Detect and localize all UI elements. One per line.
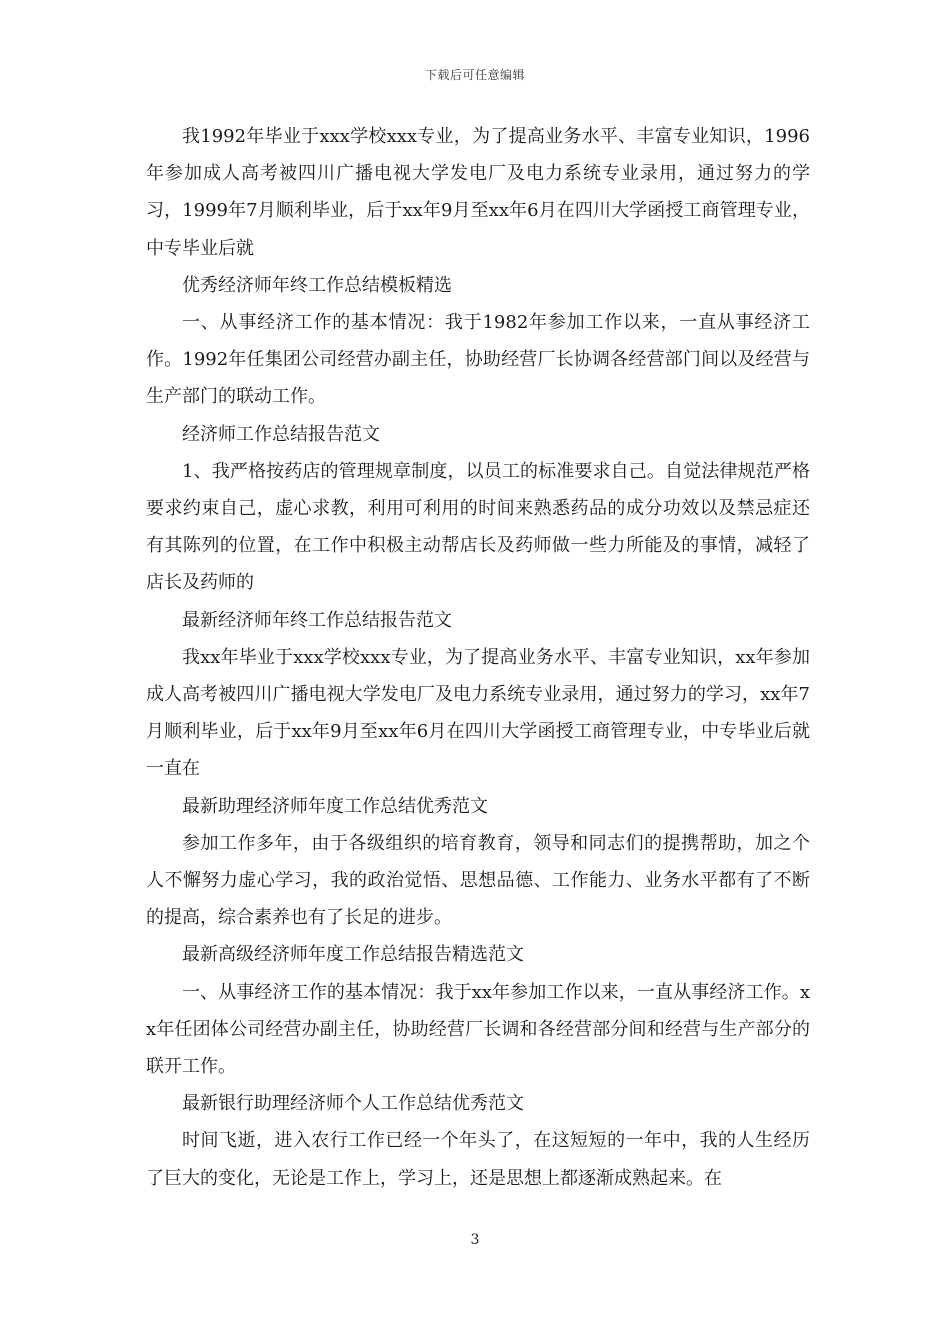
section-heading: 经济师工作总结报告范文 — [182, 423, 380, 445]
section-heading: 优秀经济师年终工作总结模板精选 — [182, 274, 452, 296]
page-header: 下载后可任意编辑 — [424, 68, 525, 82]
paragraph: 1、我严格按药店的管理规章制度，以员工的标准要求自己。自觉法律规范严格要求约束自己，虚心求教，利用可利用的时间来熟悉药品的成分功效以及禁忌症还有其陈列的位置，在工作中积极主动帮店长及药师做一些力所能及的事情，减轻了店长及药师的 — [146, 460, 810, 594]
paragraph: 参加工作多年，由于各级组织的培育教育，领导和同志们的提携帮助，加之个人不懈努力虚心学习，我的政治觉悟、思想品德、工作能力、业务水平都有了不断的提高，综合素养也有了长足的进步。 — [146, 832, 810, 929]
paragraph: 我1992年毕业于xxx学校xxx专业，为了提高业务水平、丰富专业知识，1996年参加成人高考被四川广播电视大学发电厂及电力系统专业录用，通过努力的学习，1999年7月顺利毕业，后于xx年9月至xx年6月在四川大学函授工商管理专业，中专毕业后就 — [146, 126, 810, 259]
paragraph: 一、从事经济工作的基本情况：我于xx年参加工作以来，一直从事经济工作。xx年任团体公司经营办副主任，协助经营厂长调和各经营部分间和经营与生产部分的联开工作。 — [146, 981, 810, 1078]
paragraph: 时间飞逝，进入农行工作已经一个年头了，在这短短的一年中，我的人生经历了巨大的变化，无论是工作上，学习上，还是思想上都逐渐成熟起来。在 — [146, 1130, 810, 1189]
section-heading: 最新经济师年终工作总结报告范文 — [182, 609, 452, 631]
section-heading: 最新助理经济师年度工作总结优秀范文 — [182, 795, 488, 817]
section-heading: 最新银行助理经济师个人工作总结优秀范文 — [182, 1093, 524, 1115]
section-heading: 最新高级经济师年度工作总结报告精选范文 — [182, 944, 524, 966]
document-body — [146, 118, 810, 1197]
paragraph: 一、从事经济工作的基本情况：我于1982年参加工作以来，一直从事经济工作。1992年任集团公司经营办副主任，协助经营厂长协调各经营部门间以及经营与生产部门的联动工作。 — [146, 312, 810, 408]
page-number: 3 — [470, 1232, 480, 1248]
paragraph: 我xx年毕业于xxx学校xxx专业，为了提高业务水平、丰富专业知识，xx年参加成人高考被四川广播电视大学发电厂及电力系统专业录用，通过努力的学习，xx年7月顺利毕业，后于xx年9月至xx年6月在四川大学函授工商管理专业，中专毕业后就一直在 — [146, 646, 810, 780]
